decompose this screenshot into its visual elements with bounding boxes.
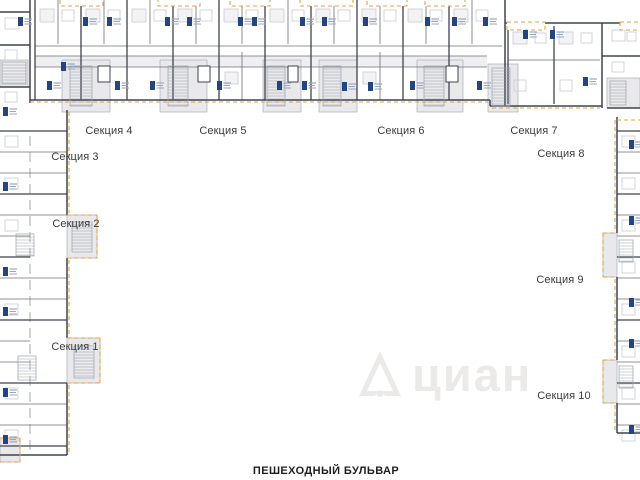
section-label-3: Секция 3 [51, 151, 99, 163]
section-label-5: Секция 5 [199, 125, 247, 137]
section-label-4: Секция 4 [85, 125, 133, 137]
section-label-2: Секция 2 [52, 218, 100, 230]
section-label-7: Секция 7 [510, 125, 558, 137]
section-label-6: Секция 6 [377, 125, 425, 137]
section-label-9: Секция 9 [536, 274, 584, 286]
section-label-1: Секция 1 [51, 341, 99, 353]
section-label-10: Секция 10 [537, 390, 591, 402]
section-label-8: Секция 8 [537, 148, 585, 160]
street-label: ПЕШЕХОДНЫЙ БУЛЬВАР [252, 465, 400, 477]
watermark-text: циан [412, 347, 533, 401]
